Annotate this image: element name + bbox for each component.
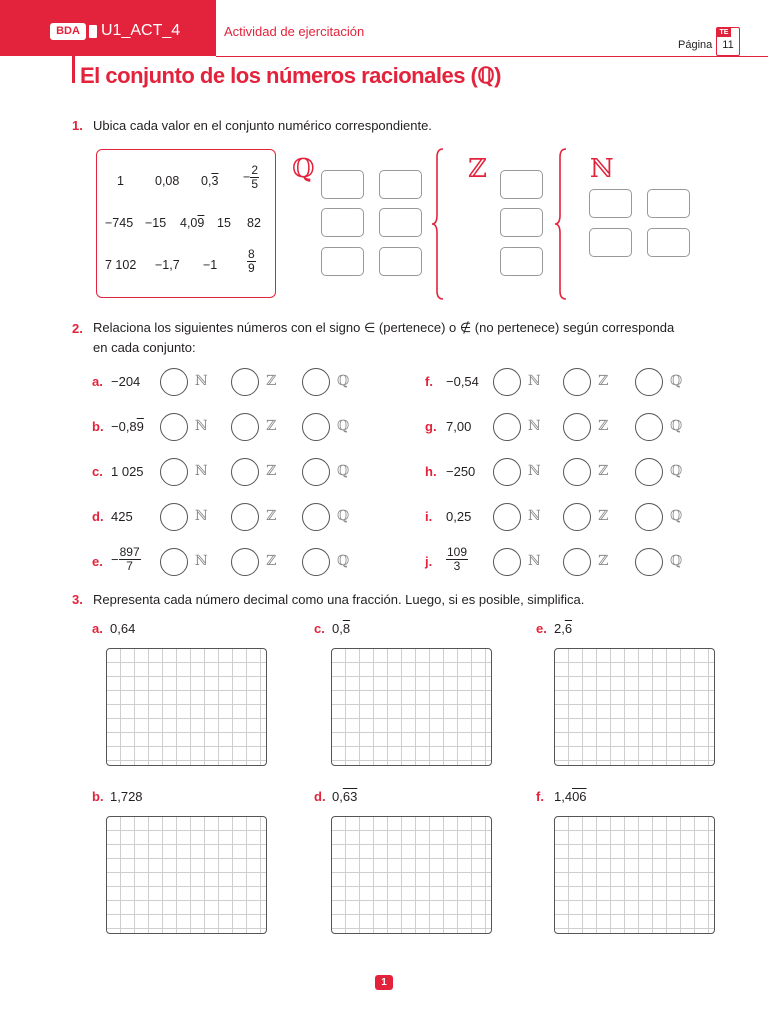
answer-grid[interactable] <box>554 648 715 766</box>
membership-circle[interactable] <box>563 413 591 441</box>
item-value: 2,6 <box>554 621 573 636</box>
item-value: 0,8 <box>332 621 351 636</box>
membership-circle[interactable] <box>493 503 521 531</box>
answer-box[interactable] <box>379 170 422 199</box>
question-3-text: Representa cada número decimal como una fracción. Luego, si es posible, simplifica. <box>93 592 585 607</box>
page-number: 11 <box>722 39 734 51</box>
item-label: g. <box>425 419 437 434</box>
item-value: 7,00 <box>446 419 472 434</box>
value-item: 82 <box>247 216 261 230</box>
membership-circle[interactable] <box>635 368 663 396</box>
set-z-symbol: ℤ <box>266 463 277 479</box>
membership-circle[interactable] <box>493 368 521 396</box>
answer-box[interactable] <box>589 189 632 218</box>
set-n-symbol: ℕ <box>528 508 541 524</box>
membership-circle[interactable] <box>160 413 188 441</box>
bda-separator-icon <box>89 25 97 38</box>
set-z-symbol: ℤ <box>598 508 609 524</box>
set-z-symbol: ℤ <box>266 508 277 524</box>
answer-grid[interactable] <box>331 648 492 766</box>
answer-box[interactable] <box>589 228 632 257</box>
set-z-symbol: ℤ <box>598 463 609 479</box>
item-label: f. <box>425 374 433 389</box>
item-label: b. <box>92 419 104 434</box>
header-divider <box>216 56 768 57</box>
item-label: d. <box>92 509 104 524</box>
set-q-symbol: ℚ <box>337 508 350 524</box>
set-q-symbol: ℚ <box>292 154 315 184</box>
item-value: 425 <box>111 509 133 524</box>
value-item: 0,3 <box>201 174 219 188</box>
bda-logo: BDA <box>50 23 86 40</box>
set-z-symbol: ℤ <box>598 373 609 389</box>
set-z-symbol: ℤ <box>266 553 277 569</box>
set-n-symbol: ℕ <box>195 508 208 524</box>
answer-box[interactable] <box>379 208 422 237</box>
membership-circle[interactable] <box>635 413 663 441</box>
answer-box[interactable] <box>500 208 543 237</box>
page-title: El conjunto de los números racionales (ℚ) <box>80 63 502 88</box>
membership-circle[interactable] <box>302 548 330 576</box>
membership-circle[interactable] <box>302 413 330 441</box>
value-item: −1 <box>203 258 218 272</box>
membership-circle[interactable] <box>563 458 591 486</box>
answer-box[interactable] <box>647 228 690 257</box>
item-value: $\frac{109}{3}$ <box>447 545 468 573</box>
item-label: c. <box>92 464 103 479</box>
set-n-symbol: ℕ <box>590 154 614 184</box>
set-n-symbol: ℕ <box>195 373 208 389</box>
item-value: −0,54 <box>446 374 479 389</box>
item-label: h. <box>425 464 437 479</box>
set-z-symbol: ℤ <box>468 154 487 184</box>
item-label: e. <box>536 621 547 636</box>
item-label: a. <box>92 621 103 636</box>
membership-circle[interactable] <box>160 368 188 396</box>
activity-code: U1_ACT_4 <box>101 22 181 39</box>
membership-circle[interactable] <box>635 458 663 486</box>
set-q-symbol: ℚ <box>337 418 350 434</box>
item-label: e. <box>92 554 103 569</box>
value-item: 1 <box>117 174 124 188</box>
item-value: − $\frac{897}{7}$ <box>111 545 140 573</box>
item-label: d. <box>314 789 326 804</box>
membership-circle[interactable] <box>302 458 330 486</box>
value-item: 7 102 <box>105 258 137 272</box>
membership-circle[interactable] <box>160 503 188 531</box>
set-n-symbol: ℕ <box>195 418 208 434</box>
set-z-symbol: ℤ <box>598 418 609 434</box>
value-item: $\frac{8}{9}$ <box>248 247 255 275</box>
answer-box[interactable] <box>321 208 364 237</box>
answer-grid[interactable] <box>554 816 715 934</box>
set-n-symbol: ℕ <box>195 463 208 479</box>
set-q-symbol: ℚ <box>670 373 683 389</box>
item-value: −0,89 <box>111 419 144 434</box>
item-value: 1,728 <box>110 789 143 804</box>
question-1-number: 1. <box>72 118 83 133</box>
membership-circle[interactable] <box>635 548 663 576</box>
item-value: −250 <box>446 464 476 479</box>
question-1-text: Ubica cada valor en el conjunto numérico correspondiente. <box>93 118 432 133</box>
set-q-symbol: ℚ <box>670 463 683 479</box>
set-z-symbol: ℤ <box>266 373 277 389</box>
item-value: 0,64 <box>110 621 136 636</box>
membership-circle[interactable] <box>635 503 663 531</box>
item-label: a. <box>92 374 103 389</box>
answer-grid[interactable] <box>106 648 267 766</box>
membership-circle[interactable] <box>231 458 259 486</box>
question-2-text-line2: en cada conjunto: <box>93 340 196 355</box>
set-q-symbol: ℚ <box>670 553 683 569</box>
question-3-number: 3. <box>72 592 83 607</box>
item-label: f. <box>536 789 544 804</box>
answer-box[interactable] <box>321 247 364 276</box>
item-label: b. <box>92 789 104 804</box>
answer-box[interactable] <box>379 247 422 276</box>
membership-circle[interactable] <box>160 458 188 486</box>
item-value: −204 <box>111 374 141 389</box>
item-label: c. <box>314 621 325 636</box>
membership-circle[interactable] <box>160 548 188 576</box>
page-label: Página <box>678 39 713 51</box>
membership-circle[interactable] <box>231 503 259 531</box>
brace-z-icon <box>431 147 445 301</box>
item-value: 1,406 <box>554 789 587 804</box>
set-n-symbol: ℕ <box>528 463 541 479</box>
brace-n-icon <box>554 147 568 301</box>
item-label: i. <box>425 509 433 524</box>
value-item: − $\frac{2}{5}$ <box>243 163 258 191</box>
membership-circle[interactable] <box>231 368 259 396</box>
set-q-symbol: ℚ <box>337 463 350 479</box>
set-z-symbol: ℤ <box>598 553 609 569</box>
answer-box[interactable] <box>500 170 543 199</box>
value-item: 15 <box>217 216 231 230</box>
membership-circle[interactable] <box>563 503 591 531</box>
value-item: 0,08 <box>155 174 180 188</box>
item-value: 0,63 <box>332 789 358 804</box>
value-item: −745 <box>105 216 134 230</box>
set-q-symbol: ℚ <box>670 418 683 434</box>
item-value: 0,25 <box>446 509 472 524</box>
membership-circle[interactable] <box>231 413 259 441</box>
answer-box[interactable] <box>321 170 364 199</box>
value-item: −15 <box>145 216 167 230</box>
question-2-number: 2. <box>72 321 83 336</box>
page-header <box>0 0 768 58</box>
membership-circle[interactable] <box>563 368 591 396</box>
set-n-symbol: ℕ <box>528 418 541 434</box>
value-item: 4,09 <box>180 216 205 230</box>
set-q-symbol: ℚ <box>337 373 350 389</box>
set-q-symbol: ℚ <box>670 508 683 524</box>
membership-circle[interactable] <box>493 548 521 576</box>
membership-circle[interactable] <box>563 548 591 576</box>
title-accent-bar <box>72 55 75 83</box>
set-n-symbol: ℕ <box>528 553 541 569</box>
membership-circle[interactable] <box>302 368 330 396</box>
set-n-symbol: ℕ <box>528 373 541 389</box>
item-value: 1 025 <box>111 464 144 479</box>
set-q-symbol: ℚ <box>337 553 350 569</box>
membership-circle[interactable] <box>231 548 259 576</box>
set-n-symbol: ℕ <box>195 553 208 569</box>
answer-box[interactable] <box>647 189 690 218</box>
values-box <box>96 149 276 298</box>
page-tag: TE <box>717 28 731 37</box>
membership-circle[interactable] <box>493 413 521 441</box>
answer-grid[interactable] <box>331 816 492 934</box>
page-number-badge <box>716 27 740 56</box>
value-item: −1,7 <box>155 258 180 272</box>
footer-page-number: 1 <box>375 975 393 990</box>
question-2-text-line1: Relaciona los siguientes números con el signo ∈ (pertenece) o ∉ (no pertenece) según corresponda <box>93 320 675 335</box>
membership-circle[interactable] <box>302 503 330 531</box>
item-label: j. <box>425 554 433 569</box>
answer-grid[interactable] <box>106 816 267 934</box>
set-z-symbol: ℤ <box>266 418 277 434</box>
activity-type: Actividad de ejercitación <box>224 24 365 39</box>
answer-box[interactable] <box>500 247 543 276</box>
membership-circle[interactable] <box>493 458 521 486</box>
